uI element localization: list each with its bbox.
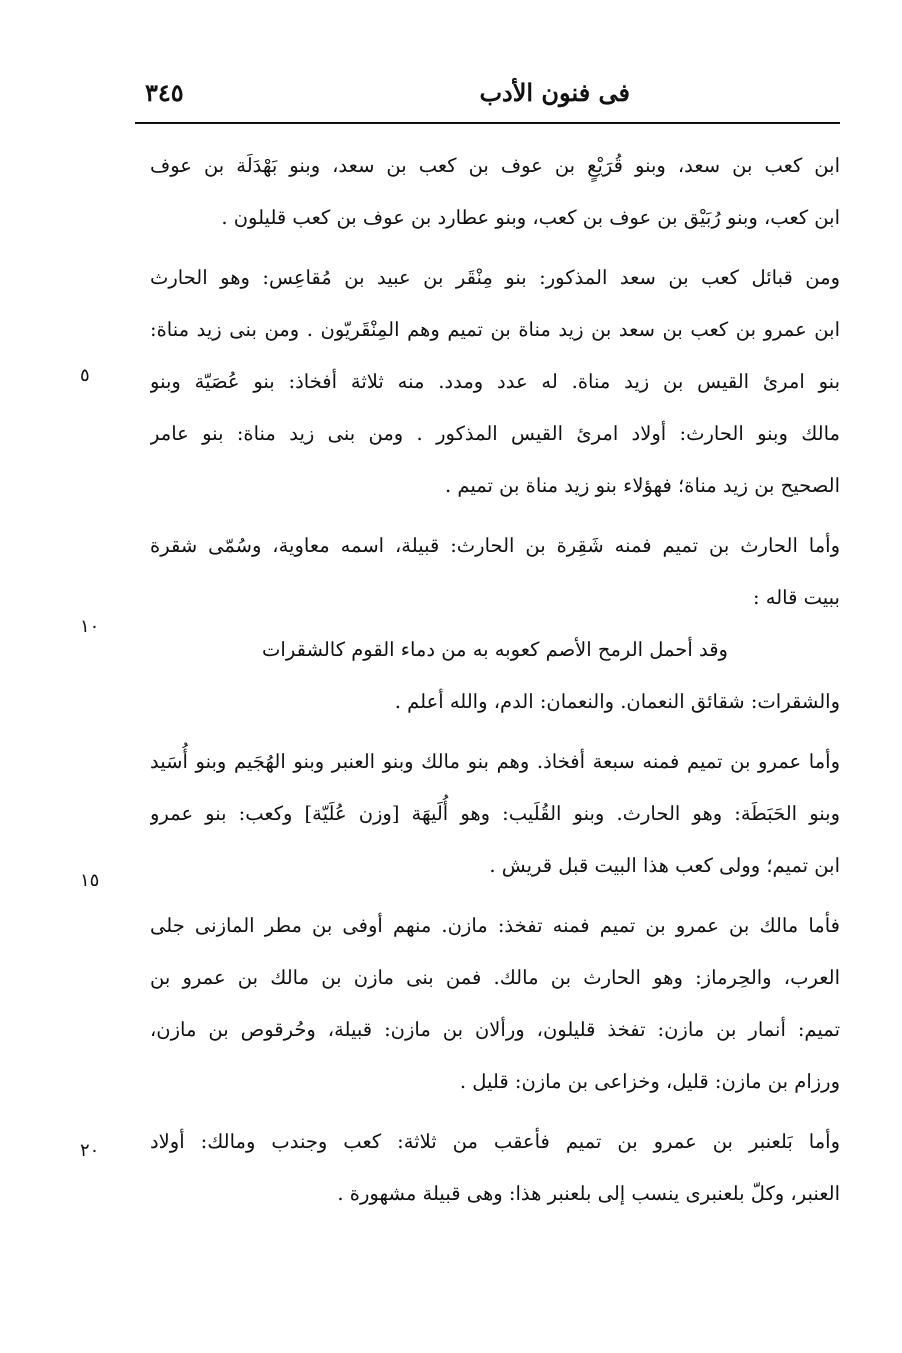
text-line: الصحيح بن زيد مناة؛ فهؤلاء بنو زيد مناة بن تميم . (444, 474, 840, 497)
page-number: ٣٤٥ (145, 78, 184, 107)
paragraph (150, 900, 840, 1108)
text-line: فأما مالك بن عمرو بن تميم فمنه تفخذ: مازن. منهم أوفى بن مطر المازنى جلى (150, 914, 840, 937)
text-line: ابن كعب، وبنو رُبَيْق بن عوف بن كعب، وبنو عطارد بن عوف بن كعب قليلون . (221, 206, 840, 229)
line-number-5: ٥ (80, 365, 90, 386)
verse-line: وقد أحمل الرمح الأصم كعوبه به من دماء القوم كالشقرات (262, 638, 728, 661)
paragraph (150, 520, 840, 728)
text-line: ورزام بن مازن: قليل، وخزاعى بن مازن: قليل . (459, 1070, 840, 1093)
text-line: ابن تميم؛ وولى كعب هذا البيت قبل قريش . (489, 854, 840, 877)
header-rule (135, 122, 840, 124)
text-line: العرب، والحِرماز: وهو الحارث بن مالك. فمن بنى مازن بن مالك بن عمرو بن (150, 966, 840, 989)
text-line: بنو امرئ القيس بن زيد مناة. له عدد ومدد. منه ثلاثة أفخاذ: بنو عُصَيّة وبنو (150, 370, 840, 393)
line-number-15: ١٥ (80, 870, 100, 891)
text-line: ابن عمرو بن كعب بن سعد بن زيد مناة بن تميم وهم المِنْقَريّون . ومن بنى زيد مناة: (150, 318, 840, 341)
text-line: ابن كعب بن سعد، وبنو قُرَيْعٍ بن عوف بن كعب بن سعد، وبنو بَهْدَلَة بن عوف (150, 154, 840, 177)
text-line: ببيت قاله : (753, 586, 840, 609)
body-text (150, 140, 840, 1220)
text-line: وأما الحارث بن تميم فمنه شَقِرة بن الحارث: قبيلة، اسمه معاوية، وسُمّى شقرة (150, 534, 840, 557)
text-line: وبنو الحَبَطَة: وهو الحارث. وبنو القُلَيب: وهو أُلَيهَة [وزن عُلَيّة] وكعب: بنو عمرو (150, 802, 840, 825)
text-line: مالك وبنو الحارث: أولاد امرئ القيس المذكور . ومن بنى زيد مناة: بنو عامر (150, 422, 840, 445)
paragraph (150, 736, 840, 892)
text-line: العنبر، وكلّ بلعنبرى ينسب إلى بلعنبر هذا: وهى قبيلة مشهورة . (337, 1182, 840, 1205)
line-number-10: ١٠ (80, 616, 100, 637)
text-line: تميم: أنمار بن مازن: تفخذ قليلون، ورألان بن مازن: قبيلة، وحُرقوص بن مازن، (150, 1018, 840, 1041)
text-line: وأما عمرو بن تميم فمنه سبعة أفخاذ. وهم بنو مالك وبنو العنبر وبنو الهُجَيم وبنو أُسَيد (150, 750, 840, 773)
paragraph (150, 1116, 840, 1220)
text-line: ومن قبائل كعب بن سعد المذكور: بنو مِنْقَر بن عبيد بن مُقاعِس: وهو الحارث (150, 266, 840, 289)
running-title: فى فنون الأدب (479, 78, 630, 107)
line-number-20: ٢٠ (80, 1140, 100, 1161)
paragraph (150, 140, 840, 244)
text-line: وأما بَلعنبر بن عمرو بن تميم فأعقب من ثلاثة: كعب وجندب ومالك: أولاد (150, 1130, 840, 1153)
running-head (135, 78, 840, 118)
text-line: والشقرات: شقائق النعمان. والنعمان: الدم، والله أعلم . (394, 690, 840, 713)
paragraph (150, 252, 840, 512)
